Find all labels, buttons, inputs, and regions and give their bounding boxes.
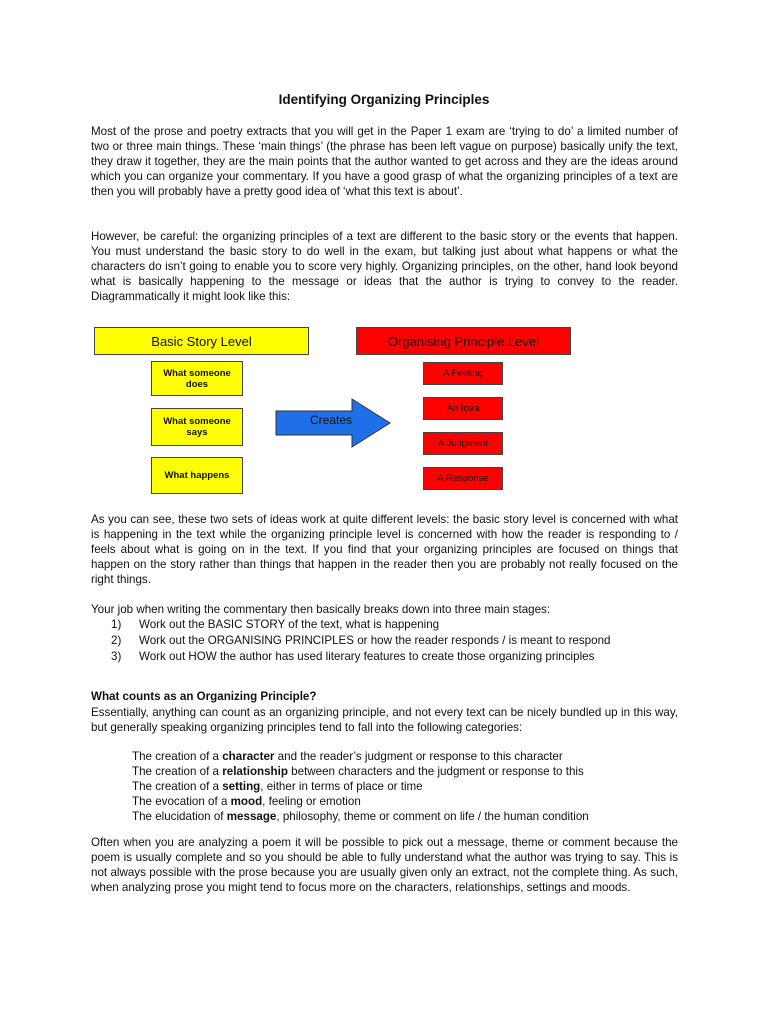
list-item: The evocation of a mood, feeling or emotion (132, 795, 361, 808)
list-item: The elucidation of message, philosophy, theme or comment on life / the human condition (132, 810, 589, 823)
list-item: 1) Work out the BASIC STORY of the text, what is happening (111, 618, 440, 631)
categories-intro-paragraph: Essentially, anything can count as an organizing principle, and not every text can be nicely bundled up in this way, but generally speaking organizing principles tend to fall into the following categories: (91, 706, 678, 734)
section-heading: What counts as an Organizing Principle? (91, 690, 317, 703)
principle-item-box: A Response (423, 467, 503, 490)
list-item: The creation of a relationship between characters and the judgment or response to this (132, 765, 584, 778)
page-title: Identifying Organizing Principles (278, 92, 490, 107)
caution-paragraph: However, be careful: the organizing principles of a text are different to the basic story or the events that happen. You must understand the basic story to do well in the exam, but talking just about what happens or what the characters do isn’t going to enable you to score very highly. Organizing principles, on the other, hand look beyond what is basically happening to the message or ideas that the author is trying to convey to the reader. Diagrammatically it might look like this: (91, 230, 678, 303)
stages-intro-paragraph: Your job when writing the commentary then basically breaks down into three main stages: (91, 603, 551, 616)
basic-story-level-box: Basic Story Level (94, 327, 309, 355)
list-item: 3) Work out HOW the author has used literary features to create those organizing principles (111, 650, 595, 663)
basic-item-box: What happens (151, 457, 243, 494)
list-item: The creation of a character and the reader’s judgment or response to this character (132, 750, 563, 763)
categories-list (132, 749, 589, 824)
arrow-label: Creates (309, 413, 353, 427)
closing-paragraph: Often when you are analyzing a poem it will be possible to pick out a message, theme or comment because the poem is usually complete and so you should be able to fully understand what the author was trying to say. This is not always possible with the prose because you are usually given only an extract, not the complete thing. As such, when analyzing prose you might tend to focus more on the characters, relationships, settings and moods. (91, 836, 678, 894)
principle-item-box: An Idea (423, 397, 503, 420)
list-item: The creation of a setting, either in terms of place or time (132, 780, 423, 793)
intro-paragraph: Most of the prose and poetry extracts that you will get in the Paper 1 exam are ‘trying to do’ a limited number of two or three main things. These ‘main things’ (the phrase has been left vague on purpose) basically unify the text, they draw it together, they are the main points that the author wanted to get across and they are the ideas around which you can organize your commentary. If you have a good grasp of what the organizing principles of a text are then you will probably have a pretty good idea of ‘what this text is about’. (91, 125, 678, 198)
basic-item-box: What someone does (151, 361, 243, 396)
organising-principle-level-box: Organising Principle Level (356, 327, 571, 355)
basic-item-box: What someone says (151, 408, 243, 446)
stages-list (91, 617, 610, 665)
principle-item-box: A Judgment (423, 432, 503, 455)
principle-item-box: A Feeling (423, 362, 503, 385)
list-item: 2) Work out the ORGANISING PRINCIPLES or how the reader responds / is meant to respond (111, 634, 611, 647)
explanation-paragraph: As you can see, these two sets of ideas work at quite different levels: the basic story level is concerned with what is happening in the text while the organizing principle level is concerned with how the reader is responding to / feels about what is going on in the text. If you find that your organizing principles are focused on things that happen on the story rather than things that happen in the reader then you are probably not really focused on the right things. (91, 513, 678, 586)
